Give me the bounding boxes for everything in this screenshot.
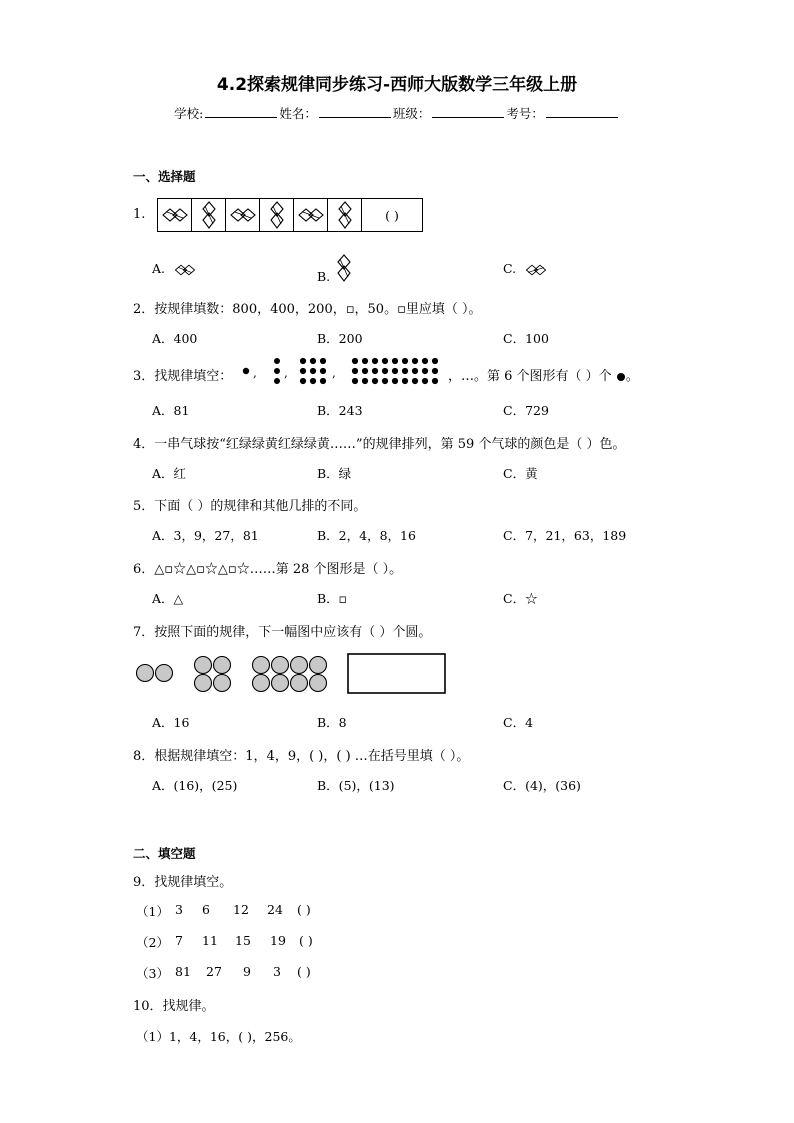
q7-fig3-circle (272, 657, 289, 674)
q3-fig4-dots (352, 358, 438, 384)
q7-fig2-circle (195, 657, 212, 674)
q9-row-1: （1） (136, 904, 169, 919)
section-title-choice: 一、选择题 (133, 169, 196, 184)
q7-fig1-circle (137, 665, 154, 682)
q3-fig3-dot (320, 378, 326, 384)
q7-fig3-circle (253, 675, 270, 692)
q3-fig4-dot (382, 368, 388, 374)
q9-row-1-value: 6 (202, 902, 210, 917)
q5-question: 5．下面（ ）的规律和其他几排的不同。 (133, 499, 367, 514)
q7-fig3-circle (253, 657, 270, 674)
q3-fig4-dot (372, 358, 378, 364)
q1-cell-6 (328, 199, 362, 231)
q1-cell-5 (294, 199, 328, 231)
crossed-diamonds-horizontal-icon (160, 205, 190, 225)
q2-option-b[interactable]: B．200 (317, 331, 363, 346)
q3-fig4-dot (382, 378, 388, 384)
q10-question: 10．找规律。 (133, 999, 215, 1014)
q3-fig3-dot (300, 368, 306, 374)
q7-option-c[interactable]: C．4 (503, 715, 534, 730)
q8-option-c[interactable]: C．(4)，(36) (503, 778, 581, 793)
q2-question: 2．按规律填数：800，400，200，▫，50。▫里应填（ ）。 (133, 302, 482, 317)
q8-option-b[interactable]: B．(5)，(13) (317, 778, 395, 793)
q7-fig2-circle (195, 675, 212, 692)
q7-fig3-circle (291, 657, 308, 674)
q3-fig4-dot (372, 378, 378, 384)
q4-option-a[interactable]: A．红 (152, 466, 187, 481)
q9-row-3-blank[interactable]: ( ) (297, 964, 311, 979)
q3-option-a[interactable]: A．81 (152, 403, 190, 418)
crossed-diamonds-horizontal-icon (228, 205, 258, 225)
school-label: 学校: (174, 106, 204, 121)
q3-fig3-dot (300, 378, 306, 384)
q7-fig1-circle (156, 665, 173, 682)
q7-question: 7．按照下面的规律，下一幅图中应该有（ ）个圆。 (133, 625, 432, 640)
q3-fig4-dot (372, 368, 378, 374)
q1-cell-4 (260, 199, 294, 231)
q7-fig3-circle (310, 675, 327, 692)
q3-fig4-dot (422, 358, 428, 364)
q2-option-c[interactable]: C．100 (503, 331, 549, 346)
school-blank[interactable] (205, 105, 277, 118)
q3-fig2-dot (274, 358, 280, 364)
crossed-diamonds-vertical-icon (267, 200, 287, 230)
q3-prefix: 3．找规律填空： (133, 369, 233, 384)
q9-row-3-value: 27 (206, 964, 222, 979)
q3-fig4-dot (352, 378, 358, 384)
q1-pattern-strip (157, 198, 423, 232)
q3-fig4-dot (402, 368, 408, 374)
q9-row-1-value: 12 (233, 902, 249, 917)
number-blank[interactable] (546, 105, 618, 118)
q3-fig4-dot (422, 368, 428, 374)
q7-option-b[interactable]: B．8 (317, 715, 347, 730)
q9-row-2-value: 15 (235, 933, 251, 948)
svg-text:,: , (253, 366, 257, 380)
q2-option-a[interactable]: A．400 (152, 331, 198, 346)
q3-fig4-dot (362, 358, 368, 364)
q3-fig4-dot (422, 378, 428, 384)
q5-option-c[interactable]: C．7，21，63，189 (503, 528, 627, 543)
svg-text:,: , (284, 366, 288, 380)
q9-row-2-value: 19 (270, 933, 286, 948)
svg-text:,: , (332, 366, 336, 380)
q3-fig4-dot (392, 358, 398, 364)
q9-row-1-blank[interactable]: ( ) (297, 902, 311, 917)
q3-fig3-dot (310, 358, 316, 364)
q6-question: 6．△▫☆△▫☆△▫☆……第 28 个图形是（ ）。 (133, 562, 403, 577)
crossed-diamonds-horizontal-icon (520, 262, 552, 278)
class-blank[interactable] (432, 105, 504, 118)
crossed-diamonds-vertical-icon (199, 200, 219, 230)
q3-fig4-dot (382, 358, 388, 364)
q9-row-2: （2） (136, 935, 169, 950)
q9-row-2-value: 11 (202, 933, 218, 948)
q4-option-b[interactable]: B．绿 (317, 466, 352, 481)
q9-row-1-value: 3 (175, 902, 183, 917)
black-dot-icon (616, 372, 626, 382)
student-info-line (0, 104, 794, 122)
q4-question: 4．一串气球按“红绿绿黄红绿绿黄……”的规律排列，第 59 个气球的颜色是（ ）色。 (133, 437, 626, 452)
name-blank[interactable] (319, 105, 391, 118)
q5-option-a[interactable]: A．3，9，27，81 (152, 528, 259, 543)
q6-option-a[interactable]: A．△ (152, 591, 184, 606)
q3-fig4-dot (412, 378, 418, 384)
q3-fig4-dot (402, 378, 408, 384)
q1-cell-3 (226, 199, 260, 231)
q3-fig2-dot (274, 368, 280, 374)
q3-fig4-dot (412, 358, 418, 364)
q9-row-1-value: 24 (267, 902, 283, 917)
q3-fig4-dot (432, 368, 438, 374)
q1-answer-blank[interactable]: ( ) (385, 207, 399, 223)
q3-fig3-dot (320, 368, 326, 374)
q6-option-b[interactable]: B．▫ (317, 591, 348, 606)
q3-fig3-dot (310, 378, 316, 384)
q1-option-b[interactable]: B. (317, 252, 354, 284)
q1-cell-2 (192, 199, 226, 231)
q7-fig3-circle (272, 675, 289, 692)
page-title: 4.2探索规律同步练习-西师大版数学三年级上册 (216, 75, 578, 95)
q8-question: 8．根据规律填空：1，4，9，( )，( ) …在括号里填（ ）。 (133, 749, 470, 764)
q3-fig4-dot (352, 368, 358, 374)
q7-fig3-circle (291, 675, 308, 692)
q3-suffix: ，…。第 6 个图形有（ ）个 。 (448, 369, 639, 384)
name-label: 姓名： (279, 106, 317, 121)
q3-fig4-dot (362, 368, 368, 374)
q3-fig3-dots (300, 358, 326, 384)
q3-fig4-dot (432, 358, 438, 364)
crossed-diamonds-horizontal-icon (169, 262, 201, 278)
q5-option-b[interactable]: B．2，4，8，16 (317, 528, 416, 543)
class-label: 班级： (392, 106, 431, 121)
q3-fig4-dot (392, 378, 398, 384)
q6-option-c[interactable]: C．☆ (503, 591, 538, 606)
q3-dot-pattern (240, 354, 450, 388)
q9-row-2-blank[interactable]: ( ) (299, 933, 313, 948)
q10-row-1[interactable]: （1）1，4，16，( )，256。 (136, 1029, 301, 1044)
q1-cell-1 (158, 199, 192, 231)
q9-row-2-value: 7 (175, 933, 183, 948)
q3-fig3-dot (310, 368, 316, 374)
q3-fig3-dot (320, 358, 326, 364)
q9-row-3-value: 9 (243, 964, 251, 979)
q7-circle-pattern (133, 650, 453, 698)
q9-row-3-value: 3 (273, 964, 281, 979)
q3-fig4-dot (412, 368, 418, 374)
q9-row-3-value: 81 (175, 964, 191, 979)
q3-fig4-dot (432, 378, 438, 384)
q3-fig4-dot (392, 368, 398, 374)
q3-option-c[interactable]: C．729 (503, 403, 549, 418)
q9-row-3: （3） (136, 966, 169, 981)
q3-fig3-dot (300, 358, 306, 364)
q3-fig4-dot (352, 358, 358, 364)
q1-number: 1. (133, 207, 146, 222)
q7-fig3-circle (310, 657, 327, 674)
crossed-diamonds-vertical-icon (335, 200, 355, 230)
q9-question: 9．找规律填空。 (133, 875, 233, 890)
q7-fig2-circle (214, 675, 231, 692)
q8-option-a[interactable]: A．(16)，(25) (152, 778, 238, 793)
q1-option-c[interactable]: C. (503, 261, 552, 278)
q7-option-a[interactable]: A．16 (152, 715, 190, 730)
q7-empty-answer-box (348, 654, 445, 693)
crossed-diamonds-vertical-icon (334, 252, 354, 284)
q4-option-c[interactable]: C．黄 (503, 466, 538, 481)
number-label: 考号： (506, 106, 544, 121)
q3-option-b[interactable]: B．243 (317, 403, 363, 418)
q7-fig2-circle (214, 657, 231, 674)
q3-fig2-dot (274, 378, 280, 384)
section-title-fill: 二、填空题 (133, 846, 196, 861)
q3-fig4-dot (362, 378, 368, 384)
crossed-diamonds-horizontal-icon (296, 205, 326, 225)
q1-option-a[interactable]: A. (152, 261, 201, 278)
q3-fig4-dot (402, 358, 408, 364)
q3-fig1-dot (243, 368, 249, 374)
